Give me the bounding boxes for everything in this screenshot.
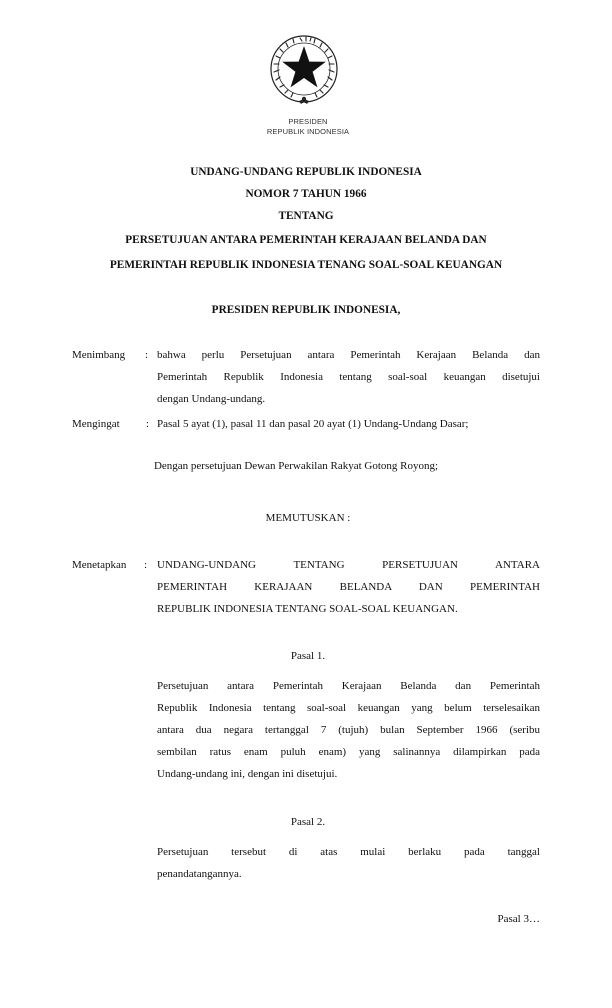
article-2-body <box>157 841 540 885</box>
article-line: Persetujuan antara Pemerintah Kerajaan Belanda dan Pemerintah <box>157 680 540 692</box>
menimbang-line: bahwa perlu Persetujuan antara Pemerintah Kerajaan Belanda dan <box>157 349 540 361</box>
title-subject-line1: PERSETUJUAN ANTARA PEMERINTAH KERAJAAN BELANDA DAN <box>125 234 487 246</box>
menimbang-colon: : <box>145 349 149 361</box>
menimbang-line: dengan Undang-undang. <box>157 393 266 405</box>
letterhead-line1: PRESIDEN <box>288 117 328 126</box>
menetapkan-line: UNDANG-UNDANG TENTANG PERSETUJUAN ANTARA <box>157 559 540 571</box>
article-line: penandatangannya. <box>157 868 242 880</box>
approval-statement: Dengan persetujuan Dewan Perwakilan Rakyat Gotong Royong; <box>153 460 439 472</box>
title-law-type: UNDANG-UNDANG REPUBLIK INDONESIA <box>190 166 422 178</box>
article-line: Republik Indonesia tentang soal-soal keuangan yang belum terselesaikan <box>157 702 540 714</box>
article-2-title: Pasal 2. <box>290 816 326 828</box>
article-line: antara dua negara tertanggal 7 (tujuh) bulan September 1966 (seribu <box>157 724 540 736</box>
menimbang-label: Menimbang <box>72 349 126 361</box>
letterhead-line2: REPUBLIK INDONESIA <box>266 127 350 136</box>
article-1-body <box>157 675 540 785</box>
menetapkan-label: Menetapkan <box>72 559 127 571</box>
title-number-year: NOMOR 7 TAHUN 1966 <box>245 188 367 200</box>
menimbang-text <box>157 344 540 410</box>
menetapkan-line: REPUBLIK INDONESIA TENTANG SOAL-SOAL KEUANGAN. <box>157 603 458 615</box>
garuda-emblem-icon <box>266 32 342 108</box>
mengingat-label: Mengingat <box>72 418 120 430</box>
title-about: TENTANG <box>278 210 334 222</box>
menetapkan-colon: : <box>144 559 148 571</box>
article-line: sembilan ratus enam puluh enam) yang salinannya dilampirkan pada <box>157 746 540 758</box>
article-line: Persetujuan tersebut di atas mulai berlaku pada tanggal <box>157 846 540 858</box>
menetapkan-text <box>157 554 540 620</box>
article-line: Undang-undang ini, dengan ini disetujui. <box>157 768 338 780</box>
mengingat-text: Pasal 5 ayat (1), pasal 11 dan pasal 20 ayat (1) Undang-Undang Dasar; <box>157 418 469 430</box>
decision-heading: MEMUTUSKAN : <box>265 512 351 524</box>
mengingat-colon: : <box>146 418 150 430</box>
article-1-title: Pasal 1. <box>290 650 326 662</box>
issuer-heading: PRESIDEN REPUBLIK INDONESIA, <box>211 304 401 316</box>
page-continuation-note: Pasal 3… <box>497 913 540 925</box>
menimbang-line: Pemerintah Republik Indonesia tentang soal-soal keuangan disetujui <box>157 371 540 383</box>
menetapkan-line: PEMERINTAH KERAJAAN BELANDA DAN PEMERINTAH <box>157 581 540 593</box>
title-subject-line2: PEMERINTAH REPUBLIK INDONESIA TENANG SOAL-SOAL KEUANGAN <box>109 259 503 271</box>
